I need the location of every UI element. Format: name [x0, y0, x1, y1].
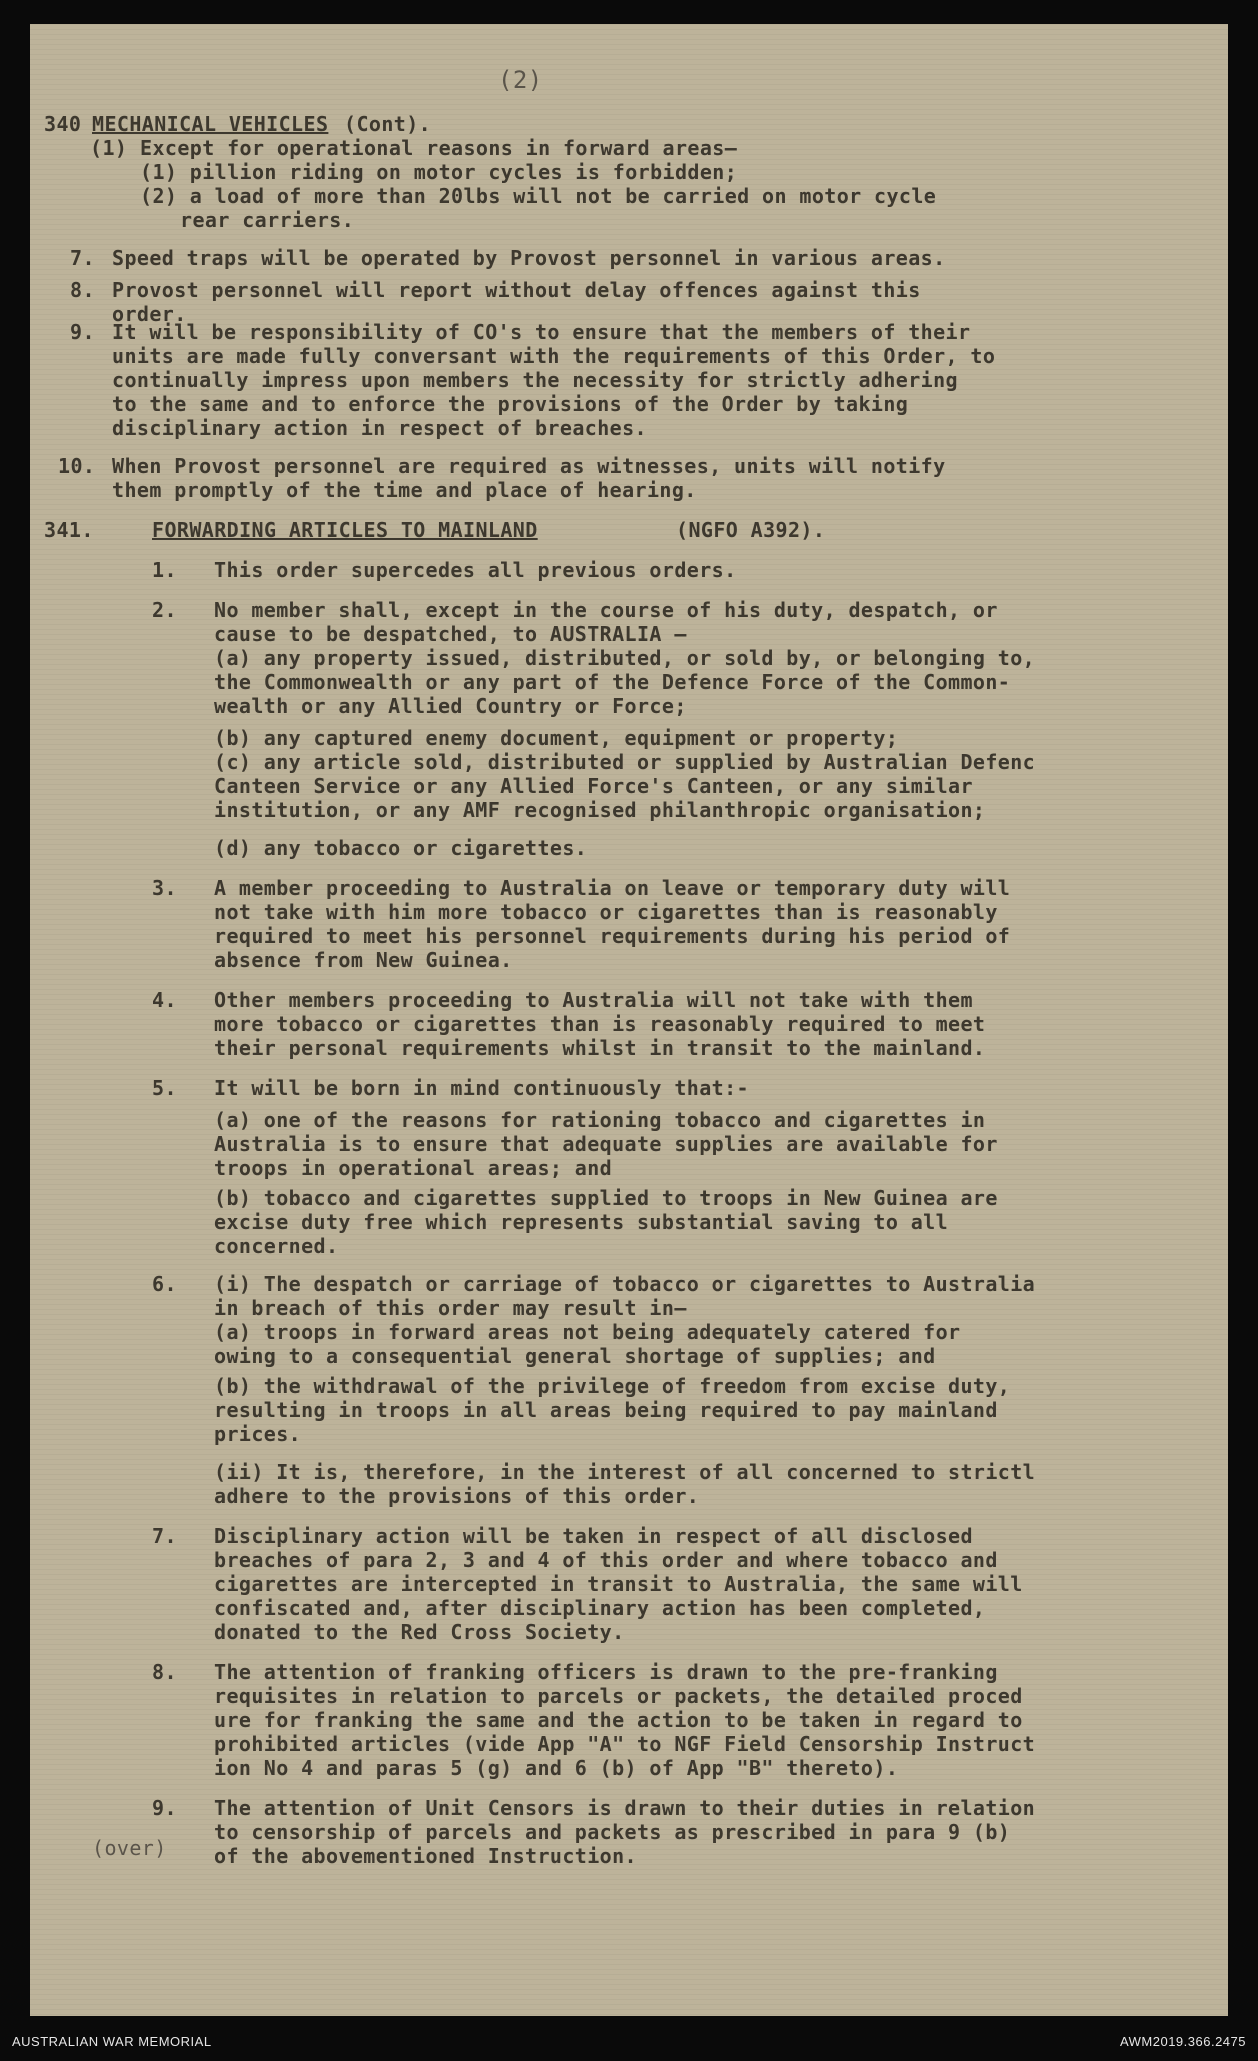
s340-p8-line: order. — [112, 302, 187, 326]
s341-p5-line: It will be born in mind continuously that:- — [214, 1076, 749, 1100]
s341-p6-line: (i) The despatch or carriage of tobacco or cigarettes to Australia — [214, 1272, 1036, 1296]
s341-p6-item-a: owing to a consequential general shortage of supplies; and — [214, 1344, 936, 1368]
s341-p8-line: The attention of franking officers is drawn to the pre-franking — [214, 1660, 998, 1684]
s341-p2-item-b: (b) any captured enemy document, equipment or property; — [214, 726, 899, 750]
s340-p7-line: Speed traps will be operated by Provost personnel in various areas. — [112, 246, 946, 270]
s340-p1-item-2: (2) a load of more than 20lbs will not be carried on motor cycle — [140, 184, 937, 208]
s340-p1-num: (1) — [90, 136, 128, 160]
footer-bar — [0, 2016, 1258, 2061]
s341-p7-line: cigarettes are intercepted in transit to Australia, the same will — [214, 1572, 1023, 1596]
s341-p4-line: Other members proceeding to Australia will not take with them — [214, 988, 973, 1012]
s341-p8-line: ure for franking the same and the action to be taken in regard to — [214, 1708, 1023, 1732]
s340-p1-item-1: (1) pillion riding on motor cycles is forbidden; — [140, 160, 738, 184]
s341-p9-num: 9. — [152, 1796, 177, 1820]
s341-p3-num: 3. — [152, 876, 177, 900]
s340-p8-num: 8. — [70, 278, 95, 302]
s341-p2-item-a: the Commonwealth or any part of the Defence Force of the Common- — [214, 670, 1011, 694]
s341-p7-line: confiscated and, after disciplinary action has been completed, — [214, 1596, 986, 1620]
s341-p5-num: 5. — [152, 1076, 177, 1100]
s341-p9-line: to censorship of parcels and packets as prescribed in para 9 (b) — [214, 1820, 1011, 1844]
s340-p9-line: disciplinary action in respect of breaches. — [112, 416, 647, 440]
s341-p6-item-ii: adhere to the provisions of this order. — [214, 1484, 700, 1508]
over-label: (over) — [92, 1836, 167, 1860]
s341-p6-item-b: resulting in troops in all areas being required to pay mainland — [214, 1398, 998, 1422]
s341-p2-line: cause to be despatched, to AUSTRALIA — — [214, 622, 687, 646]
s341-p2-item-c: institution, or any AMF recognised philanthropic organisation; — [214, 798, 986, 822]
footer-source: AUSTRALIAN WAR MEMORIAL — [12, 2034, 212, 2049]
s341-p3-line: required to meet his personnel requirements during his period of — [214, 924, 1011, 948]
s341-p5-item-b: excise duty free which represents substantial saving to all — [214, 1210, 949, 1234]
s341-p2-item-c: Canteen Service or any Allied Force's Canteen, or any similar — [214, 774, 973, 798]
s340-p1-item-2-cont: rear carriers. — [180, 208, 355, 232]
s341-p7-num: 7. — [152, 1524, 177, 1548]
s340-p10-line: them promptly of the time and place of hearing. — [112, 478, 697, 502]
s340-p1-text: Except for operational reasons in forward areas— — [140, 136, 738, 160]
section-340-number: 340 — [44, 112, 82, 136]
s340-p10-line: When Provost personnel are required as witnesses, units will notify — [112, 454, 946, 478]
s341-p9-line: of the abovementioned Instruction. — [214, 1844, 637, 1868]
s341-p4-num: 4. — [152, 988, 177, 1012]
s341-p5-item-a: troops in operational areas; and — [214, 1156, 613, 1180]
section-340-title: MECHANICAL VEHICLES — [92, 112, 329, 136]
s341-p1-line: This order supercedes all previous orders. — [214, 558, 737, 582]
s341-p8-line: prohibited articles (vide App "A" to NGF Field Censorship Instruct — [214, 1732, 1036, 1756]
s340-p9-line: continually impress upon members the necessity for strictly adhering — [112, 368, 958, 392]
s341-p2-item-a: wealth or any Allied Country or Force; — [214, 694, 687, 718]
s341-p5-item-a: (a) one of the reasons for rationing tobacco and cigarettes in — [214, 1108, 986, 1132]
s341-p6-item-a: (a) troops in forward areas not being adequately catered for — [214, 1320, 961, 1344]
s341-p7-line: Disciplinary action will be taken in respect of all disclosed — [214, 1524, 973, 1548]
section-341-title: FORWARDING ARTICLES TO MAINLAND — [152, 518, 538, 542]
s341-p2-item-a: (a) any property issued, distributed, or sold by, or belonging to, — [214, 646, 1036, 670]
s341-p4-line: their personal requirements whilst in transit to the mainland. — [214, 1036, 986, 1060]
s340-p9-line: It will be responsibility of CO's to ensure that the members of their — [112, 320, 971, 344]
s341-p7-line: donated to the Red Cross Society. — [214, 1620, 625, 1644]
s341-p8-num: 8. — [152, 1660, 177, 1684]
s340-p9-num: 9. — [70, 320, 95, 344]
document-page — [30, 24, 1228, 2016]
s341-p5-item-b: concerned. — [214, 1234, 339, 1258]
page-number: (2) — [498, 66, 543, 94]
s341-p6-item-b: prices. — [214, 1422, 302, 1446]
s340-p8-line: Provost personnel will report without delay offences against this — [112, 278, 921, 302]
s340-p7-num: 7. — [70, 246, 95, 270]
s341-p5-item-a: Australia is to ensure that adequate supplies are available for — [214, 1132, 998, 1156]
footer-accession-number: AWM2019.366.2475 — [1119, 2034, 1246, 2049]
s341-p2-item-c: (c) any article sold, distributed or supplied by Australian Defenc — [214, 750, 1036, 774]
s341-p3-line: absence from New Guinea. — [214, 948, 513, 972]
s340-p10-num: 10. — [58, 454, 96, 478]
section-341-reference: (NGFO A392). — [676, 518, 826, 542]
s340-p9-line: units are made fully conversant with the requirements of this Order, to — [112, 344, 996, 368]
s341-p7-line: breaches of para 2, 3 and 4 of this order and where tobacco and — [214, 1548, 998, 1572]
section-341-number: 341. — [44, 518, 94, 542]
s341-p2-item-d: (d) any tobacco or cigarettes. — [214, 836, 588, 860]
s341-p5-item-b: (b) tobacco and cigarettes supplied to troops in New Guinea are — [214, 1186, 998, 1210]
section-340-suffix: (Cont). — [344, 112, 432, 136]
s341-p2-num: 2. — [152, 598, 177, 622]
s341-p6-item-b: (b) the withdrawal of the privilege of freedom from excise duty, — [214, 1374, 1011, 1398]
s341-p3-line: A member proceeding to Australia on leave or temporary duty will — [214, 876, 1011, 900]
s341-p4-line: more tobacco or cigarettes than is reasonably required to meet — [214, 1012, 986, 1036]
s341-p3-line: not take with him more tobacco or cigarettes than is reasonably — [214, 900, 998, 924]
s340-p9-line: to the same and to enforce the provisions of the Order by taking — [112, 392, 909, 416]
s341-p1-num: 1. — [152, 558, 177, 582]
s341-p8-line: ion No 4 and paras 5 (g) and 6 (b) of App "B" thereto). — [214, 1756, 899, 1780]
s341-p6-item-ii: (ii) It is, therefore, in the interest of all concerned to strictl — [214, 1460, 1036, 1484]
s341-p2-line: No member shall, except in the course of his duty, despatch, or — [214, 598, 998, 622]
s341-p6-line: in breach of this order may result in— — [214, 1296, 687, 1320]
s341-p6-num: 6. — [152, 1272, 177, 1296]
s341-p9-line: The attention of Unit Censors is drawn to their duties in relation — [214, 1796, 1036, 1820]
s341-p8-line: requisites in relation to parcels or packets, the detailed proced — [214, 1684, 1023, 1708]
